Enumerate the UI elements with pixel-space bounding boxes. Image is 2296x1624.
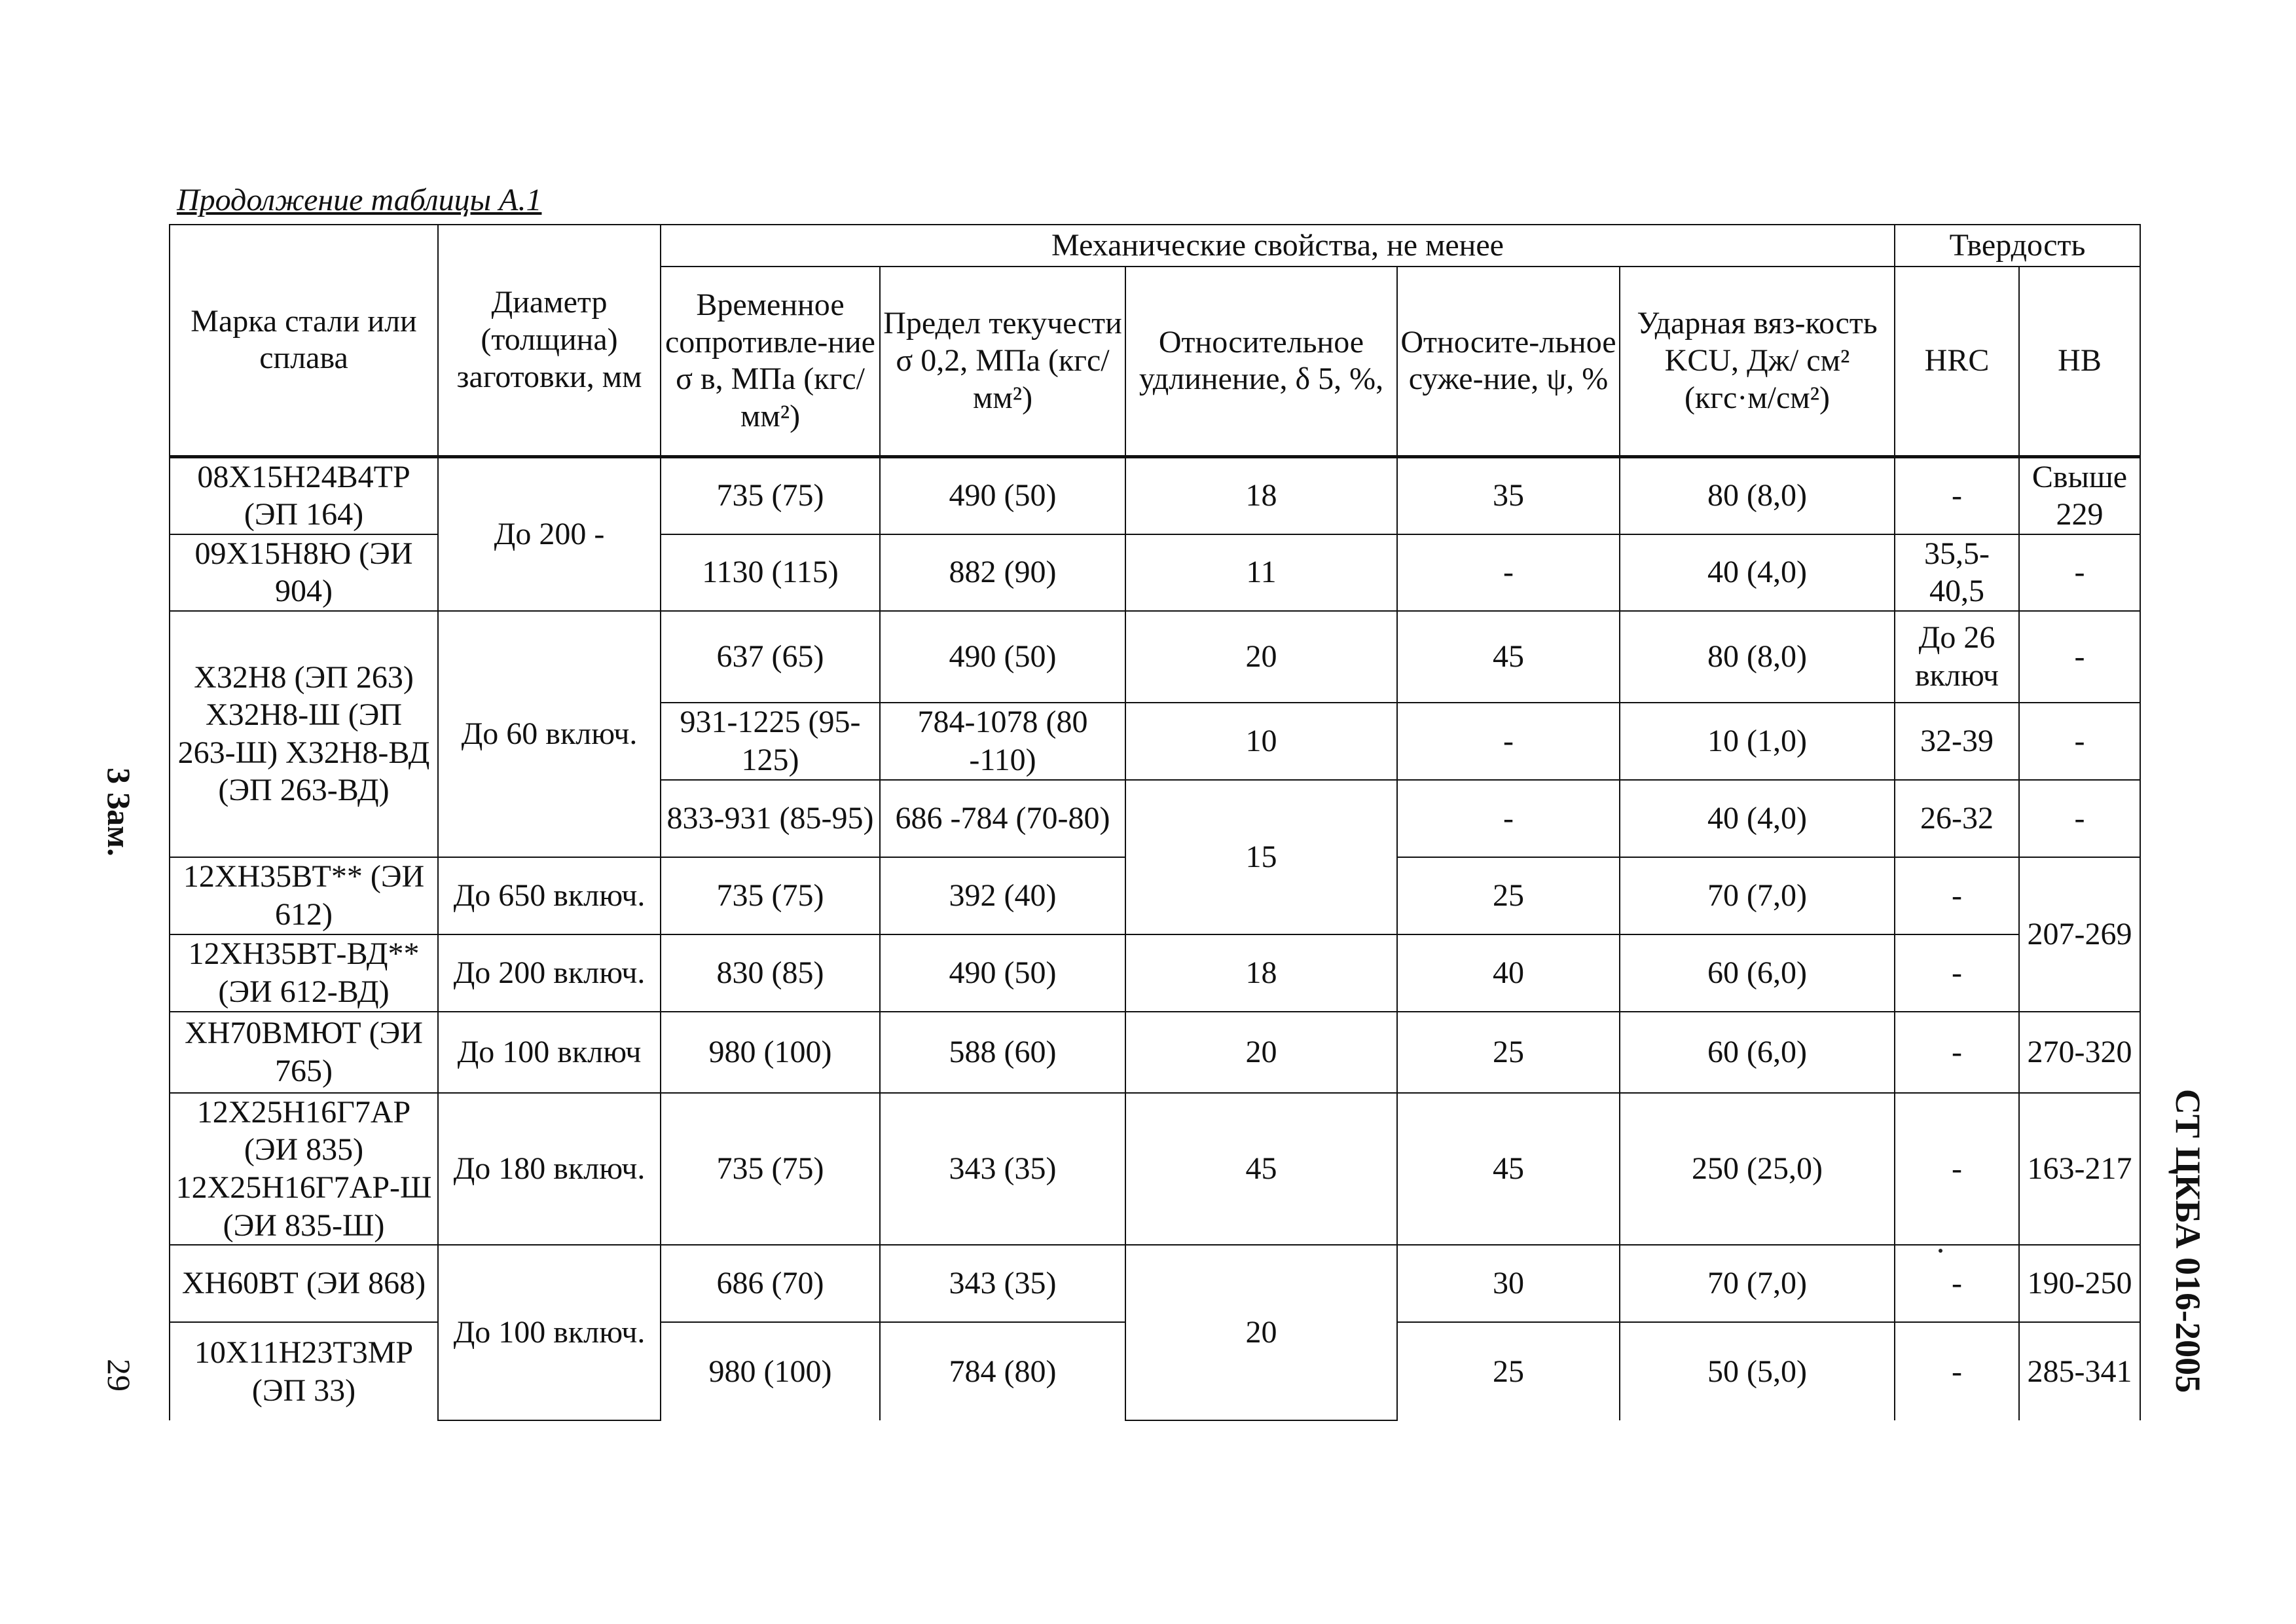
cell-impact: 70 (7,0) [1620,1245,1895,1322]
table-row [170,1093,2140,1245]
properties-table [169,224,2141,1421]
cell-yield: 490 (50) [880,611,1125,703]
cell-brand: 10Х11Н23Т3МР (ЭП 33) [170,1322,438,1420]
cell-diameter: До 100 включ. [438,1245,661,1420]
cell-elongation: 20 [1125,1245,1397,1420]
cell-elongation: 18 [1125,456,1397,534]
cell-elongation: 45 [1125,1093,1397,1245]
header-hb: HB [2019,267,2140,456]
cell-brand: Х32Н8 (ЭП 263) Х32Н8-Ш (ЭП 263-Ш) Х32Н8-ВД (ЭП 263-ВД) [170,611,438,857]
header-yield: Предел текучести σ 0,2, МПа (кгс/мм²) [880,267,1125,456]
cell-diameter: До 60 включ. [438,611,661,857]
cell-yield: 343 (35) [880,1093,1125,1245]
cell-impact: 250 (25,0) [1620,1093,1895,1245]
cell-impact: 40 (4,0) [1620,780,1895,857]
cell-tensile: 980 (100) [661,1012,880,1093]
cell-hb: 190-250 [2019,1245,2140,1322]
cell-tensile: 686 (70) [661,1245,880,1322]
cell-tensile: 637 (65) [661,611,880,703]
cell-tensile: 830 (85) [661,934,880,1012]
cell-hrc: - [1895,857,2019,934]
cell-yield: 490 (50) [880,456,1125,534]
cell-impact: 40 (4,0) [1620,534,1895,611]
header-hardness-group: Твердость [1895,225,2140,267]
cell-yield: 343 (35) [880,1245,1125,1322]
cell-hrc: 32-39 [1895,703,2019,780]
cell-diameter: До 180 включ. [438,1093,661,1245]
cell-yield: 686 -784 (70-80) [880,780,1125,857]
cell-yield: 882 (90) [880,534,1125,611]
header-brand: Марка стали или сплава [170,225,438,456]
table-caption: Продолжение таблицы А.1 [177,183,542,217]
cell-hrc: - [1895,1093,2019,1245]
cell-impact: 60 (6,0) [1620,934,1895,1012]
cell-tensile: 931-1225 (95-125) [661,703,880,780]
cell-yield: 588 (60) [880,1012,1125,1093]
cell-tensile: 735 (75) [661,1093,880,1245]
cell-tensile: 980 (100) [661,1322,880,1420]
cell-diameter: До 200 включ. [438,934,661,1012]
header-diameter: Диаметр (толщина) заготовки, мм [438,225,661,456]
cell-reduction: 25 [1397,1012,1620,1093]
cell-tensile: 1130 (115) [661,534,880,611]
cell-elongation: 11 [1125,534,1397,611]
cell-brand: 08Х15Н24В4ТР (ЭП 164) [170,456,438,534]
cell-reduction: 45 [1397,611,1620,703]
table-row [170,611,2140,703]
cell-brand: ХН70ВМЮТ (ЭИ 765) [170,1012,438,1093]
table-row [170,1012,2140,1093]
cell-hrc: - [1895,1012,2019,1093]
cell-yield: 784 (80) [880,1322,1125,1420]
cell-hrc: До 26 включ [1895,611,2019,703]
cell-elongation: 15 [1125,780,1397,934]
table-row [170,934,2140,1012]
cell-hb: - [2019,611,2140,703]
cell-hrc: 35,5- 40,5 [1895,534,2019,611]
cell-reduction: 25 [1397,857,1620,934]
cell-impact: 80 (8,0) [1620,456,1895,534]
header-elongation: Относительное удлинение, δ 5, %, [1125,267,1397,456]
cell-elongation: 20 [1125,611,1397,703]
header-hrc: HRC [1895,267,2019,456]
header-reduction: Относите-льное суже-ние, ψ, % [1397,267,1620,456]
cell-impact: 10 (1,0) [1620,703,1895,780]
table-row [170,1245,2140,1322]
cell-reduction: 45 [1397,1093,1620,1245]
cell-diameter: До 200 - [438,456,661,611]
cell-impact: 70 (7,0) [1620,857,1895,934]
cell-reduction: 30 [1397,1245,1620,1322]
cell-hrc: - [1895,1245,2019,1322]
cell-diameter: До 650 включ. [438,857,661,934]
cell-reduction: - [1397,703,1620,780]
cell-yield: 784-1078 (80 -110) [880,703,1125,780]
cell-hb: 285-341 [2019,1322,2140,1420]
scan-dot [1939,1249,1942,1253]
cell-brand: ХН60ВТ (ЭИ 868) [170,1245,438,1322]
change-note: 3 Зам. [101,767,137,857]
header-mechanical-group: Механические свойства, не менее [661,225,1895,267]
cell-hb: Свыше 229 [2019,456,2140,534]
cell-hb: - [2019,780,2140,857]
cell-hb: 270-320 [2019,1012,2140,1093]
cell-yield: 490 (50) [880,934,1125,1012]
cell-reduction: 35 [1397,456,1620,534]
cell-yield: 392 (40) [880,857,1125,934]
cell-brand: 12ХН35ВТ** (ЭИ 612) [170,857,438,934]
header-tensile: Временное сопротивле-ние σ в, МПа (кгс/мм²) [661,267,880,456]
cell-tensile: 833-931 (85-95) [661,780,880,857]
cell-brand: 09Х15Н8Ю (ЭИ 904) [170,534,438,611]
cell-hrc: - [1895,934,2019,1012]
cell-elongation: 18 [1125,934,1397,1012]
cell-reduction: - [1397,780,1620,857]
header-impact: Ударная вяз-кость KCU, Дж/ см² (кгс·м/см²) [1620,267,1895,456]
cell-elongation: 10 [1125,703,1397,780]
cell-diameter: До 100 включ [438,1012,661,1093]
cell-reduction: 40 [1397,934,1620,1012]
cell-impact: 80 (8,0) [1620,611,1895,703]
cell-brand: 12ХН35ВТ-ВД** (ЭИ 612-ВД) [170,934,438,1012]
document-code: СТ ЦКБА 016-2005 [2168,1088,2208,1393]
cell-impact: 60 (6,0) [1620,1012,1895,1093]
cell-hb: 207-269 [2019,857,2140,1012]
cell-tensile: 735 (75) [661,857,880,934]
cell-hrc: - [1895,1322,2019,1420]
cell-reduction: - [1397,534,1620,611]
cell-impact: 50 (5,0) [1620,1322,1895,1420]
table-row [170,456,2140,534]
cell-hb: - [2019,703,2140,780]
cell-hb: 163-217 [2019,1093,2140,1245]
page-number: 29 [101,1359,137,1392]
cell-hrc: 26-32 [1895,780,2019,857]
cell-brand: 12Х25Н16Г7АР (ЭИ 835) 12Х25Н16Г7АР-Ш (ЭИ 835-Ш) [170,1093,438,1245]
cell-tensile: 735 (75) [661,456,880,534]
cell-hrc: - [1895,456,2019,534]
cell-elongation: 20 [1125,1012,1397,1093]
cell-hb: - [2019,534,2140,611]
cell-reduction: 25 [1397,1322,1620,1420]
